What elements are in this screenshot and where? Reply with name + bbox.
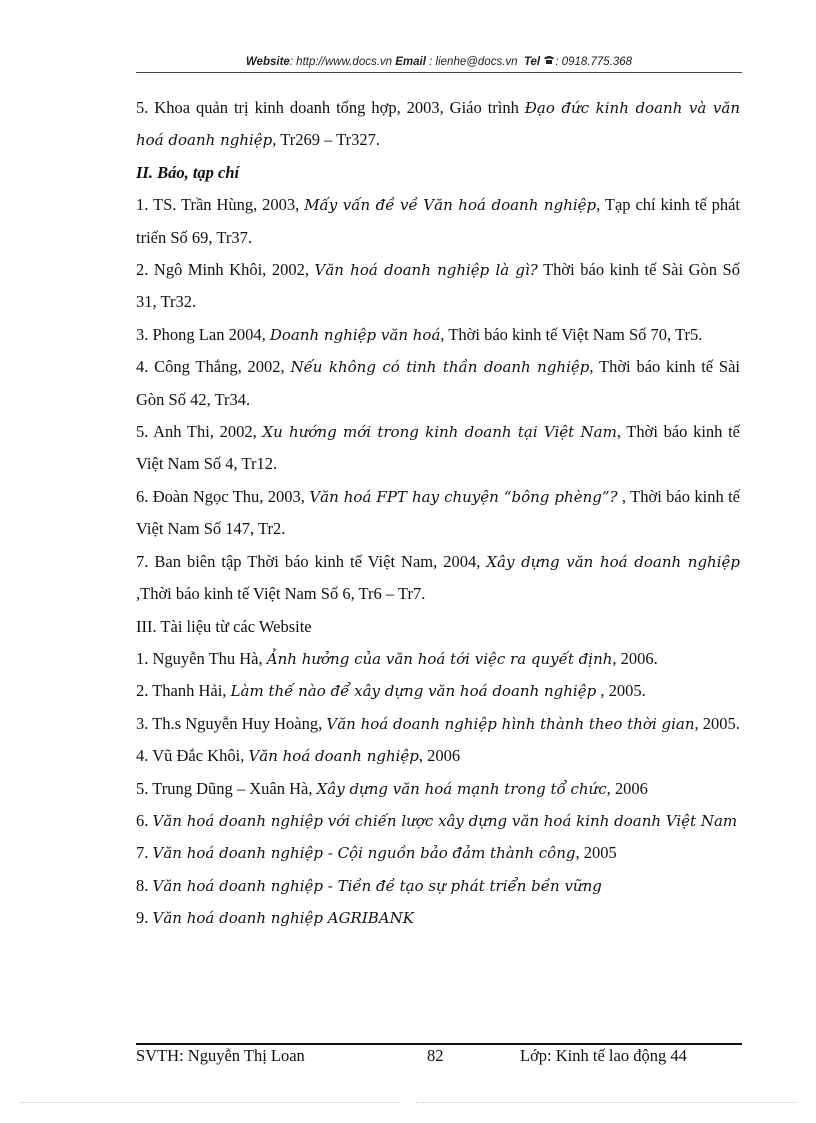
reference-item: 7. Ban biên tập Thời báo kinh tế Việt Nam, 2004, Xây dựng văn hoá doanh nghiệp ,Thời báo kinh tế Việt Nam Số 6, Tr6 – Tr7.: [136, 551, 740, 604]
telephone-icon: [543, 56, 555, 68]
reference-item: 2. Thanh Hải, Làm thế nào để xây dựng văn hoá doanh nghiệp , 2005.: [136, 681, 646, 701]
reference-item: 4. Công Thắng, 2002, Nếu không có tinh thần doanh nghiệp, Thời báo kinh tế Sài Gòn Số 42, Tr34.: [136, 357, 740, 409]
section-heading-websites: III. Tài liệu từ các Website: [136, 616, 312, 636]
reference-item: 5. Khoa quản trị kinh doanh tổng hợp, 2003, Giáo trình Đạo đức kinh doanh và văn hoá doanh nghiệp, Tr269 – Tr327.: [136, 98, 740, 150]
reference-item: 3. Th.s Nguyễn Huy Hoàng, Văn hoá doanh nghiệp hình thành theo thời gian, 2005.: [136, 713, 740, 733]
email-value: : lienhe@docs.vn: [425, 56, 518, 68]
website-label: Website: [245, 56, 290, 68]
page-number: 82: [427, 1046, 444, 1065]
page-body: [136, 92, 740, 935]
reference-item: 1. TS. Trần Hùng, 2003, Mấy vấn đề về Văn hoá doanh nghiệp, Tạp chí kinh tế phát triển Số 69, Tr37.: [136, 195, 740, 247]
reference-item: 1. Nguyễn Thu Hà, Ảnh hưởng của văn hoá tới việc ra quyết định, 2006.: [136, 648, 658, 668]
footer-class: Lớp: Kinh tế lao động 44: [520, 1046, 687, 1065]
reference-item: 6. Văn hoá doanh nghiệp với chiến lược xây dựng văn hoá kinh doanh Việt Nam: [136, 810, 738, 830]
page-edge-dotted-line: [416, 1102, 796, 1103]
section-heading-newspapers: II. Báo, tạp chí: [136, 162, 240, 182]
reference-item: 8. Văn hoá doanh nghiệp - Tiền đề tạo sự phát triển bền vững: [136, 875, 602, 895]
reference-item: 2. Ngô Minh Khôi, 2002, Văn hoá doanh nghiệp là gì? Thời báo kinh tế Sài Gòn Số 31, Tr32.: [136, 260, 740, 312]
tel-label: Tel: [523, 56, 541, 68]
footer-divider: [136, 1043, 742, 1045]
tel-value: : 0918.775.368: [555, 56, 633, 68]
website-value: : http://www.docs.vn: [289, 56, 393, 68]
footer-author: SVTH: Nguyễn Thị Loan: [136, 1046, 305, 1065]
email-label: Email: [395, 56, 426, 68]
reference-item: 4. Vũ Đắc Khôi, Văn hoá doanh nghiệp, 2006: [136, 746, 461, 766]
reference-item: 6. Đoàn Ngọc Thu, 2003, Văn hoá FPT hay chuyện “bông phèng”? , Thời báo kinh tế Việt Nam Số 147, Tr2.: [136, 486, 740, 539]
page-edge-dotted-line: [20, 1102, 400, 1103]
reference-item: 5. Trung Dũng – Xuân Hà, Xây dựng văn hoá mạnh trong tổ chức, 2006: [136, 778, 648, 798]
reference-item: 3. Phong Lan 2004, Doanh nghiệp văn hoá, Thời báo kinh tế Việt Nam Số 70, Tr5.: [136, 324, 703, 344]
page-header: [136, 55, 742, 68]
reference-item: 9. Văn hoá doanh nghiệp AGRIBANK: [136, 908, 414, 928]
header-divider: [136, 72, 742, 73]
reference-item: 7. Văn hoá doanh nghiệp - Cội nguồn bảo đảm thành công, 2005: [136, 843, 617, 863]
reference-item: 5. Anh Thi, 2002, Xu hướng mới trong kinh doanh tại Việt Nam, Thời báo kinh tế Việt Nam Số 4, Tr12.: [136, 422, 741, 474]
